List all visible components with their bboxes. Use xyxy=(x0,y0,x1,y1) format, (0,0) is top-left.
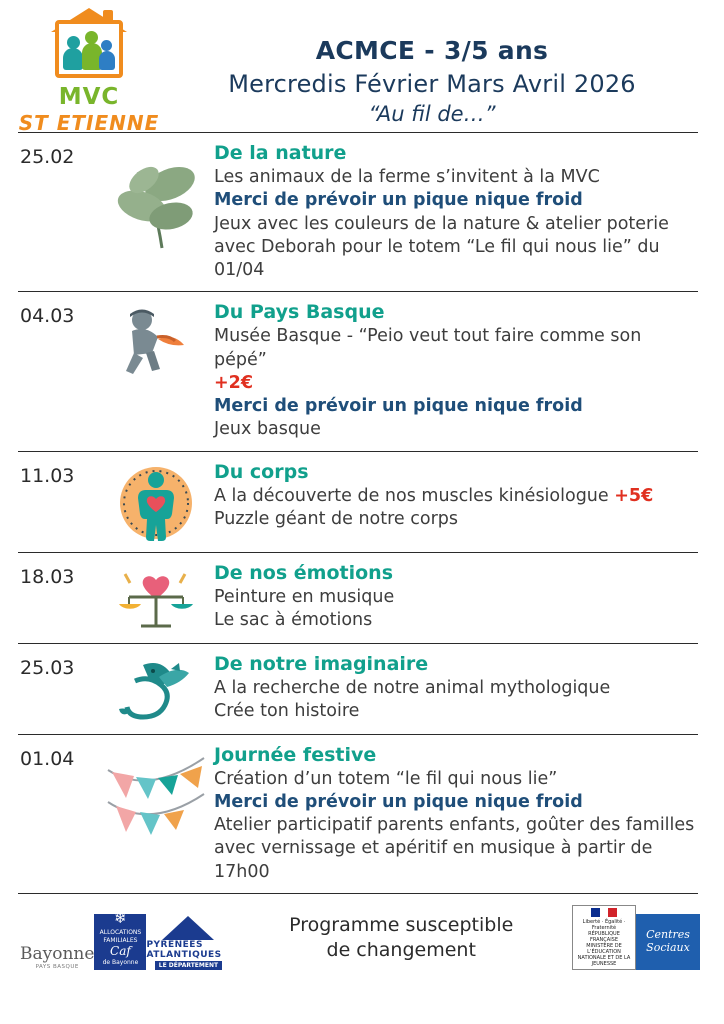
row-date: 04.03 xyxy=(20,305,75,328)
schedule-row xyxy=(18,734,698,893)
row-content xyxy=(210,562,698,633)
pyrenees-logo-sub: LE DÉPARTEMENT xyxy=(155,961,222,970)
mountain-icon xyxy=(162,916,214,940)
snowflake-icon: ❄ xyxy=(114,909,127,928)
row-date: 25.02 xyxy=(20,146,75,168)
logo-name-line2: ST ETIENNE xyxy=(18,111,160,135)
caf-logo-word: Caf xyxy=(110,944,131,959)
row-line xyxy=(214,485,698,508)
caf-logo-label: ALLOCATIONS FAMILIALES xyxy=(99,929,142,944)
row-line-price: +5€ xyxy=(614,485,654,506)
row-line: Le sac à émotions xyxy=(214,609,373,630)
row-content xyxy=(210,653,698,724)
bayonne-logo-sub: PAYS BASQUE xyxy=(35,963,79,970)
program-notice-line1: Programme susceptible xyxy=(289,913,514,936)
schedule-row xyxy=(18,552,698,643)
row-line: Musée Basque - “Peio veut tout faire comme son pépé” xyxy=(214,326,642,370)
row-line: Puzzle géant de notre corps xyxy=(214,508,459,529)
logo-name-line1: MVC xyxy=(58,84,120,110)
row-category: Du Pays Basque xyxy=(214,301,385,324)
emotion-balance-scale-icon xyxy=(102,562,210,634)
row-date: 18.03 xyxy=(20,565,75,588)
row-line-text: A la découverte de nos muscles kinésiologue xyxy=(214,485,615,506)
schedule-list xyxy=(0,132,724,893)
title-block xyxy=(164,14,700,126)
page-title: ACMCE - 3/5 ans xyxy=(315,36,549,65)
caf-logo xyxy=(94,909,146,970)
row-content xyxy=(210,142,698,282)
pyrenees-atlantiques-logo xyxy=(146,916,230,970)
row-date: 25.03 xyxy=(20,656,75,679)
ministere-education-logo xyxy=(572,905,636,970)
dragon-icon xyxy=(102,653,210,725)
row-content xyxy=(210,301,698,441)
page-subtitle: Mercredis Février Mars Avril 2026 xyxy=(228,70,636,98)
row-line-note: Merci de prévoir un pique nique froid xyxy=(214,791,583,812)
row-line: Atelier participatif parents enfants, goûter des familles avec vernissage et apéritif en musique à partir de 17h00 xyxy=(214,815,695,882)
program-notice-line2: de changement xyxy=(326,939,476,962)
row-line-note: Merci de prévoir un pique nique froid xyxy=(214,396,583,417)
marianne-sub: MINISTÈRE DE L’ÉDUCATION NATIONALE ET DE LA JEUNESSE xyxy=(577,942,631,967)
row-line: Les animaux de la ferme s’invitent à la MVC xyxy=(214,167,600,187)
schedule-row xyxy=(18,643,698,734)
french-flag-icon xyxy=(591,908,617,917)
row-date: 01.04 xyxy=(20,747,75,770)
row-line: A la recherche de notre animal mythologique xyxy=(214,677,611,698)
footer xyxy=(0,894,724,980)
mvc-logo xyxy=(14,14,164,135)
row-line-price: +2€ xyxy=(214,372,254,393)
basque-pelota-player-icon xyxy=(102,301,210,383)
row-category: Du corps xyxy=(214,460,309,483)
schedule-row xyxy=(18,451,698,552)
bayonne-logo xyxy=(20,944,94,970)
bayonne-logo-label: Bayonne xyxy=(20,943,95,964)
row-line: Crée ton histoire xyxy=(214,700,360,721)
row-line: Jeux basque xyxy=(214,419,321,440)
centres-sociaux-logo xyxy=(636,914,700,970)
marianne-motto: Liberté · Égalité · Fraternité xyxy=(582,918,626,931)
page-theme: “Au fil de…” xyxy=(368,102,496,126)
row-category: De notre imaginaire xyxy=(214,652,429,675)
row-date: 11.03 xyxy=(20,464,75,487)
marianne-title: RÉPUBLIQUE FRANÇAISE xyxy=(588,930,620,943)
row-category: De la nature xyxy=(214,142,347,164)
row-line: Peinture en musique xyxy=(214,586,395,607)
row-line-note: Merci de prévoir un pique nique froid xyxy=(214,190,583,211)
row-category: Journée festive xyxy=(214,743,377,766)
row-line: Jeux avec les couleurs de la nature & atelier poterie avec Deborah pour le totem “Le fil qui nous lie” du 01/04 xyxy=(214,213,669,281)
schedule-row xyxy=(18,291,698,450)
centres-sociaux-label: Centres Sociaux xyxy=(646,928,690,954)
program-notice xyxy=(230,913,572,970)
leaf-branch-icon xyxy=(102,142,210,254)
row-content xyxy=(210,744,698,884)
human-body-anatomy-icon xyxy=(102,461,210,543)
caf-logo-sub: de Bayonne xyxy=(102,959,139,967)
schedule-row xyxy=(18,132,698,291)
house-with-people-icon xyxy=(41,18,137,82)
bunting-flags-icon xyxy=(102,744,210,846)
row-category: De nos émotions xyxy=(214,561,393,584)
row-content xyxy=(210,461,698,532)
header xyxy=(0,0,724,135)
row-line: Création d’un totem “le fil qui nous lie” xyxy=(214,768,558,789)
pyrenees-logo-label: PYRENEES ATLANTIQUES xyxy=(146,939,222,960)
